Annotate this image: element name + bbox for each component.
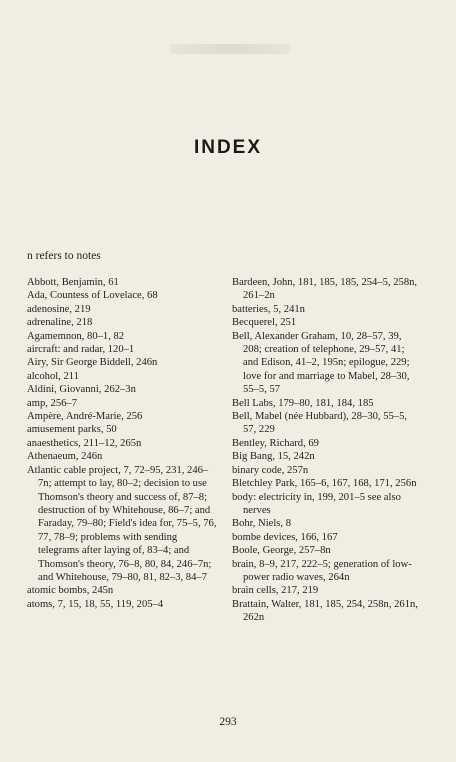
index-entry: binary code, 257n <box>232 464 309 476</box>
index-entry: Bentley, Richard, 69 <box>232 437 319 449</box>
index-entry: batteries, 5, 241n <box>232 303 305 315</box>
page-title: INDEX <box>193 137 263 158</box>
index-column-right <box>232 276 422 625</box>
index-entry: Bletchley Park, 165–6, 167, 168, 171, 256n <box>232 478 417 490</box>
index-entry: Bell, Alexander Graham, 10, 28–57, 39, 208; creation of telephone, 29–57, 41; and Edison, 41–2, 195n; epilogue, 229; love for and marriage to Mabel, 28–30, 55–5, 57 <box>232 330 410 396</box>
index-entry: amusement parks, 50 <box>27 424 117 436</box>
bleed-through-running-head <box>170 44 290 54</box>
index-entry: bombe devices, 166, 167 <box>232 531 338 543</box>
index-entry: Airy, Sir George Biddell, 246n <box>27 357 158 369</box>
index-entry: Abbott, Benjamin, 61 <box>27 277 119 288</box>
index-entry: Boole, George, 257–8n <box>232 545 331 557</box>
index-entry: Becquerel, 251 <box>232 317 297 329</box>
index-entry: brain, 8–9, 217, 222–5; generation of low-power radio waves, 264n <box>232 558 412 583</box>
index-entry: adenosine, 219 <box>27 303 91 315</box>
index-entry: amp, 256–7 <box>27 397 78 409</box>
index-entry: aircraft: and radar, 120–1 <box>27 344 135 356</box>
index-entry: Atlantic cable project, 7, 72–95, 231, 246–7n; attempt to lay, 80–2; decision to use Thomson's theory and success of, 87–8; destruction of by Whitehouse, 86–7; and Faraday, 79–80; Field's idea for, 75–5, 76, 77, 78–9; problems with sending telegrams after laying of, 83–4; and Thomson's theory, 76–8, 80, 84, 246–7n; and Whitehouse, 79–80, 81, 82–3, 84–7 <box>27 464 217 583</box>
index-column-left <box>27 276 217 611</box>
page-number: 293 <box>219 716 237 728</box>
index-entry: brain cells, 217, 219 <box>232 585 319 597</box>
index-entry: body: electricity in, 199, 201–5 see also nerves <box>232 491 401 516</box>
index-entry: atoms, 7, 15, 18, 55, 119, 205–4 <box>27 598 164 610</box>
index-entry: adrenaline, 218 <box>27 317 93 329</box>
index-entry: atomic bombs, 245n <box>27 585 114 597</box>
index-entry: Big Bang, 15, 242n <box>232 451 315 463</box>
index-entry: Athenaeum, 246n <box>27 451 103 463</box>
index-entry: Bardeen, John, 181, 185, 185, 254–5, 258n, 261–2n <box>232 277 418 302</box>
index-entry: Ampère, André-Marie, 256 <box>27 411 143 423</box>
index-entry: Bell, Mabel (née Hubbard), 28–30, 55–5, 57, 229 <box>232 411 408 436</box>
index-entry: Ada, Countess of Lovelace, 68 <box>27 290 158 302</box>
index-entry: alcohol, 211 <box>27 370 79 382</box>
index-note: n refers to notes <box>27 250 101 262</box>
index-entry: Aldini, Giovanni, 262–3n <box>27 384 136 396</box>
index-entry: Brattain, Walter, 181, 185, 254, 258n, 261n, 262n <box>232 598 418 624</box>
index-entry: anaesthetics, 211–12, 265n <box>27 437 142 449</box>
index-entry: Bell Labs, 179–80, 181, 184, 185 <box>232 397 374 409</box>
index-entry: Bohr, Niels, 8 <box>232 518 292 530</box>
index-entry: Agamemnon, 80–1, 82 <box>27 330 125 342</box>
